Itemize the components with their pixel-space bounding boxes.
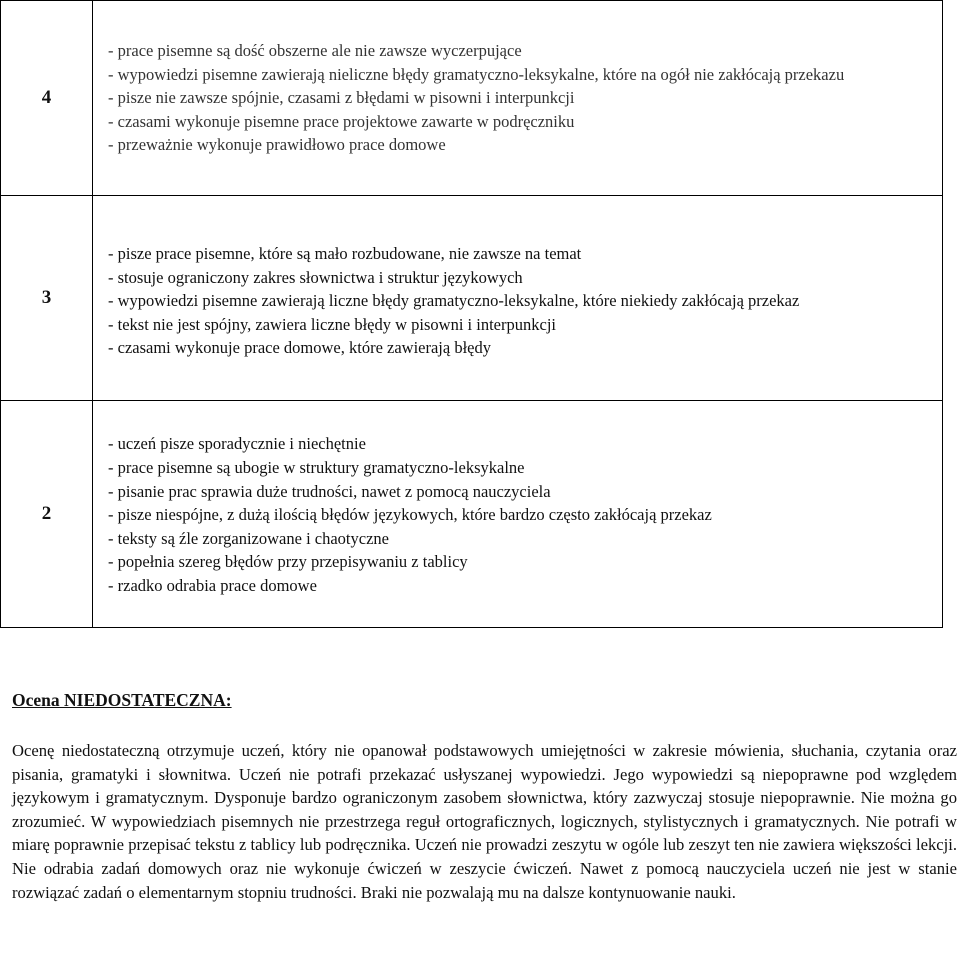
description-line: - pisanie prac sprawia duże trudności, nawet z pomocą nauczyciela (108, 481, 551, 501)
description-line: - uczeń pisze sporadycznie i niechętnie (108, 434, 366, 454)
description-line: - przeważnie wykonuje prawidłowo prace domowe (108, 135, 446, 155)
description-line: - wypowiedzi pisemne zawierają liczne błędy gramatyczno-leksykalne, które niekiedy zakłócają przekaz (108, 291, 800, 311)
grade-cell: 3 (1, 196, 93, 401)
description-line: - pisze prace pisemne, które są mało rozbudowane, nie zawsze na temat (108, 244, 582, 264)
section-heading: Ocena NIEDOSTATECZNA: (12, 690, 232, 710)
description-line: - popełnia szereg błędów przy przepisywaniu z tablicy (108, 552, 468, 572)
description-line: - czasami wykonuje prace domowe, które zawierają błędy (108, 338, 491, 358)
description-cell (93, 196, 943, 401)
description-line: - tekst nie jest spójny, zawiera liczne błędy w pisowni i interpunkcji (108, 314, 556, 334)
table-row (1, 196, 943, 401)
grade-section-insufficient (12, 688, 957, 904)
table-row (1, 401, 943, 628)
description-line: - pisze niespójne, z dużą ilością błędów językowych, które bardzo często zakłócają przekaz (108, 505, 712, 525)
description-line: - rzadko odrabia prace domowe (108, 575, 317, 595)
grade-cell: 4 (1, 1, 93, 196)
table-row (1, 1, 943, 196)
description-line: - prace pisemne są dość obszerne ale nie zawsze wyczerpujące (108, 41, 522, 61)
grade-cell: 2 (1, 401, 93, 628)
description-line: - prace pisemne są ubogie w struktury gramatyczno-leksykalne (108, 458, 525, 478)
section-body: Ocenę niedostateczną otrzymuje uczeń, który nie opanował podstawowych umiejętności w zakresie mówienia, słuchania, czytania oraz pisania, gramatyki i słownitwa. Uczeń nie potrafi przekazać usłyszanej wypowiedzi. Jego wypowiedzi są niepoprawne pod względem językowym i gramatycznym. Dysponuje bardzo ograniczonym zasobem słownictwa, który zazwyczaj stosuje niepoprawnie. Nie można go zrozumieć. W wypowiedziach pisemnych nie przestrzega reguł ortograficznych, logicznych, stylistycznych i gramatycznych. Nie potrafi w miarę poprawnie przepisać tekstu z tablicy lub podręcznika. Uczeń nie prowadzi zeszytu w ogóle lub zeszyt ten nie zawiera większości lekcji. Nie odrabia zadań domowych oraz nie wykonuje ćwiczeń w zeszycie ćwiczeń. Nawet z pomocą nauczyciela uczeń nie jest w stanie rozwiązać zadań o elementarnym stopniu trudności. Braki nie pozwalają mu na dalsze kontynuowanie nauki. (12, 741, 957, 902)
description-line: - teksty są źle zorganizowane i chaotyczne (108, 528, 389, 548)
description-line: - wypowiedzi pisemne zawierają nieliczne błędy gramatyczno-leksykalne, które na ogół nie zakłócają przekazu (108, 64, 845, 84)
description-cell (93, 1, 943, 196)
description-line: - czasami wykonuje pisemne prace projektowe zawarte w podręczniku (108, 111, 575, 131)
description-line: - pisze nie zawsze spójnie, czasami z błędami w pisowni i interpunkcji (108, 88, 575, 108)
description-line: - stosuje ograniczony zakres słownictwa i struktur językowych (108, 267, 523, 287)
description-cell (93, 401, 943, 628)
